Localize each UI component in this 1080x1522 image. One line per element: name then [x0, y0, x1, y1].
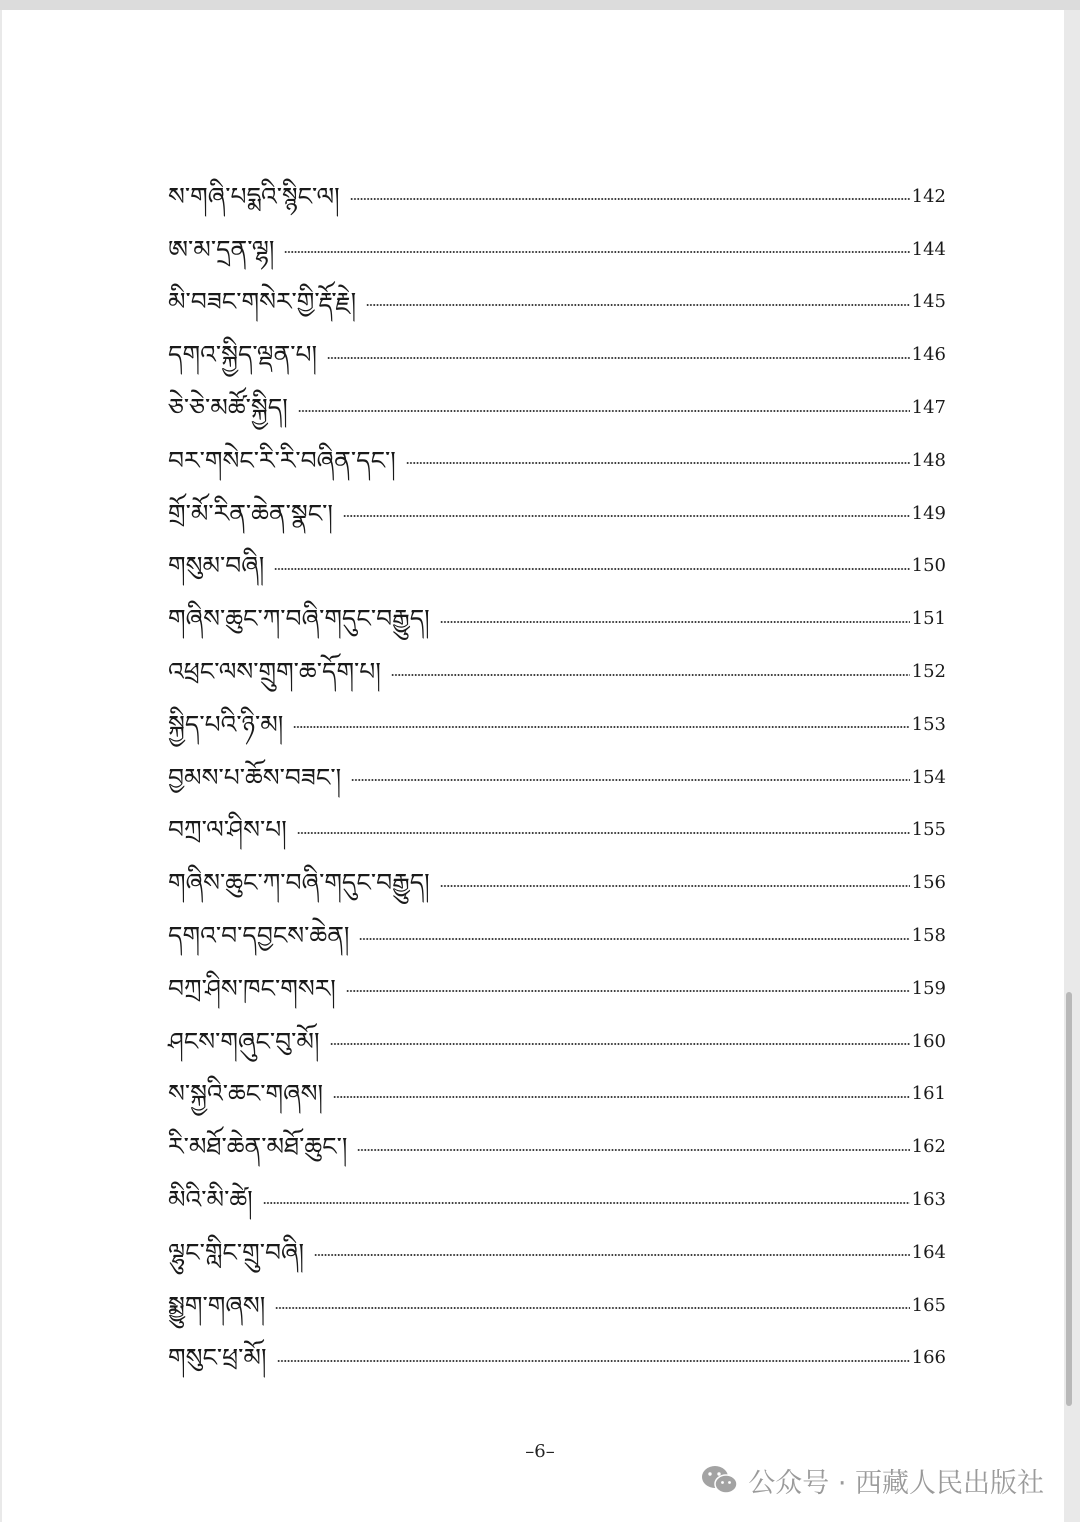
toc-entry-page: 159: [911, 977, 946, 999]
toc-entry-title: ཤངས་གཞུང་བུ་མོ།: [168, 1026, 320, 1056]
toc-entry-title: ཅེ་ཅེ་མཚོ་སྐྱིད།: [168, 393, 288, 423]
toc-entry-title: འཕྲང་ལས་གྲུག་ཆ་དོག་པ།: [168, 657, 381, 687]
toc-entry[interactable]: [168, 909, 946, 962]
toc-entry[interactable]: [168, 487, 946, 540]
toc-entry-title: བྱམས་པ་ཆོས་བཟང་།: [168, 762, 342, 792]
toc-entry[interactable]: [168, 1068, 946, 1121]
toc-entry-page: 148: [911, 449, 946, 471]
toc-entry-page: 152: [911, 661, 946, 683]
toc-entry-page: 145: [911, 291, 946, 313]
toc-entry-title: དགའ་སྐྱིད་ལྡན་པ།: [168, 340, 318, 370]
toc-entry-page: 161: [911, 1083, 946, 1105]
toc-entry[interactable]: [168, 170, 946, 223]
toc-entry[interactable]: [168, 540, 946, 593]
toc-entry-page: 160: [911, 1030, 946, 1052]
dot-leader: [263, 1196, 910, 1210]
toc-entry-page: 149: [911, 502, 946, 524]
dot-leader: [327, 351, 910, 365]
toc-entry[interactable]: [168, 856, 946, 909]
toc-entry-title: སྐྱིད་པའི་ཉི་མ།: [168, 709, 284, 739]
dot-leader: [440, 879, 910, 893]
toc-entry-title: གྲོ་མོ་རིན་ཆེན་སྣང་།: [168, 498, 333, 528]
toc-entry-title: ས་གཞི་པདྨའི་སྙིང་ལ།: [168, 181, 340, 211]
toc-entry-title: ས་སྐྱའི་ཆང་གཞས།: [168, 1079, 324, 1109]
toc-entry[interactable]: [168, 962, 946, 1015]
dot-leader: [277, 1354, 910, 1368]
toc-entry[interactable]: [168, 645, 946, 698]
toc-entry-page: 158: [911, 925, 946, 947]
toc-entry-title: བར་གསེང་རི་རི་བཞིན་དང་།: [168, 445, 396, 475]
toc-entry-title: སྨྱུག་གཞས།: [168, 1290, 266, 1320]
toc-entry[interactable]: [168, 381, 946, 434]
dot-leader: [359, 932, 909, 946]
dot-leader: [440, 615, 910, 629]
toc-entry-page: 163: [911, 1189, 946, 1211]
dot-leader: [330, 1037, 910, 1051]
toc-entry-page: 165: [911, 1294, 946, 1316]
scrollbar-thumb[interactable]: [1066, 992, 1072, 1406]
watermark-text: 公众号 · 西藏人民出版社: [748, 1467, 1044, 1499]
dot-leader: [366, 298, 909, 312]
toc-entry[interactable]: [168, 1173, 946, 1226]
toc-entry[interactable]: [168, 751, 946, 804]
toc-entry-page: 150: [911, 555, 946, 577]
toc-entry[interactable]: [168, 1015, 946, 1068]
toc-entry-title: གཞིས་ཆུང་ཀ་བཞི་གདུང་བརྒྱུད།: [168, 604, 430, 634]
dot-leader: [274, 562, 909, 576]
dot-leader: [275, 1301, 909, 1315]
toc-entry-title: ལྷུང་གླིང་གྲུ་བཞི།: [168, 1237, 305, 1267]
dot-leader: [314, 1248, 910, 1262]
toc-entry-title: བཀྲ་ཤིས་ཁང་གསར།: [168, 973, 336, 1003]
toc-entry[interactable]: [168, 698, 946, 751]
toc-entry-page: 162: [911, 1136, 946, 1158]
toc-entry[interactable]: [168, 328, 946, 381]
dot-leader: [391, 668, 910, 682]
dot-leader: [343, 509, 910, 523]
toc-entry-title: ཨ་མ་དྲན་ལྷ།: [168, 234, 275, 264]
dot-leader: [351, 773, 910, 787]
toc-entry-title: མིའི་མི་ཚེ།: [168, 1185, 253, 1215]
toc-entry-page: 156: [911, 872, 946, 894]
dot-leader: [293, 720, 909, 734]
toc-entry-title: གསུམ་བཞི།: [168, 551, 265, 581]
toc-entry-page: 144: [911, 238, 946, 260]
page-number: –6–: [525, 1441, 555, 1462]
toc-entry[interactable]: [168, 276, 946, 329]
toc-entry-title: གསུང་ཕྲ་མོ།: [168, 1343, 267, 1373]
dot-leader: [346, 984, 910, 998]
toc-entry-title: དགའ་བ་དབྱངས་ཆེན།: [168, 921, 350, 951]
toc-entry[interactable]: [168, 1120, 946, 1173]
toc-entry-title: རི་མཐོ་ཆེན་མཐོ་ཆུང་།: [168, 1132, 348, 1162]
toc-entry-page: 146: [911, 344, 946, 366]
toc-entry-page: 154: [911, 766, 946, 788]
toc-entry[interactable]: [168, 223, 946, 276]
watermark: [700, 1458, 1044, 1502]
top-bar: [0, 0, 1080, 10]
wechat-icon: [700, 1463, 740, 1497]
dot-leader: [298, 404, 910, 418]
dot-leader: [406, 456, 910, 470]
toc-entry-title: གཞིས་ཆུང་ཀ་བཞི་གདུང་བརྒྱུད།: [168, 868, 430, 898]
toc-entry-page: 142: [911, 185, 946, 207]
toc-entry[interactable]: [168, 1226, 946, 1279]
dot-leader: [350, 192, 910, 206]
toc-entry-title: མི་བཟང་གསེར་གྱི་རྡོ་རྗེ།: [168, 287, 357, 317]
toc-entry[interactable]: [168, 804, 946, 857]
toc-entry-page: 166: [911, 1347, 946, 1369]
toc-entry-page: 155: [911, 819, 946, 841]
toc-entry[interactable]: [168, 592, 946, 645]
dot-leader: [333, 1090, 910, 1104]
table-of-contents: [168, 170, 946, 1384]
toc-entry[interactable]: [168, 1332, 946, 1385]
dot-leader: [297, 826, 910, 840]
toc-entry-page: 164: [911, 1241, 946, 1263]
toc-entry[interactable]: [168, 434, 946, 487]
toc-entry-page: 151: [911, 608, 946, 630]
document-page: [2, 10, 1064, 1522]
toc-entry-page: 153: [911, 713, 946, 735]
toc-entry-title: བཀྲ་ལ་ཤིས་པ།: [168, 815, 287, 845]
toc-entry[interactable]: [168, 1279, 946, 1332]
dot-leader: [284, 245, 909, 259]
dot-leader: [357, 1143, 909, 1157]
toc-entry-page: 147: [911, 397, 946, 419]
